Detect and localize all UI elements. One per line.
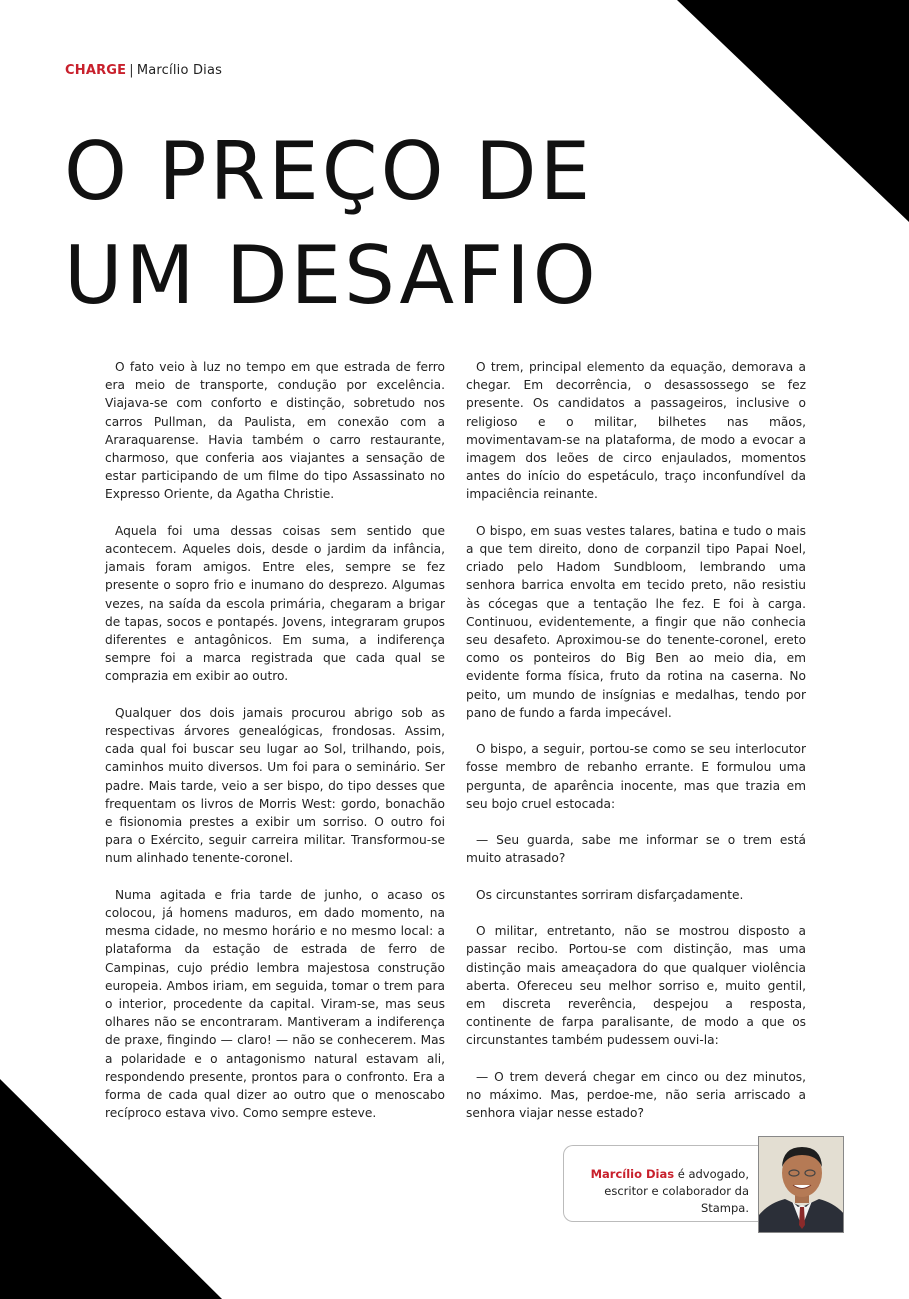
header-separator: | [129,63,134,78]
paragraph: O bispo, em suas vestes talares, batina e tudo o mais a que tem direito, dono de corpanzil tipo Papai Noel, criado pelo Hadom Sundbloom, lembrando uma senhora barrica envolta em tecido preto, não resistiu às cócegas que a tentação lhe fez. E foi à carga. Continuou, evidentemente, a fingir que não conhecia seu desafeto. Aproximou-se do tenente-coronel, ereto como os ponteiros do Big Ben ao meio dia, em evidente forma física, fruto da rotina na caserna. No peito, um mundo de insígnias e medalhas, tendo por pano de fundo a farda impecável. [466,523,806,720]
top-right-corner-triangle [677,0,909,222]
paragraph: O fato veio à luz no tempo em que estrada de ferro era meio de transporte, condução por excelência. Viajava-se com conforto e distinção, sobretudo nos carros Pullman, da Paulista, em conexão com a Araraquarense. Havia também o carro restaurante, charmoso, que conferia aos viajantes a sensação de estar participando de um filme do tipo Assassinato no Expresso Oriente, da Agatha Christie. [105,360,445,502]
paragraph: Os circunstantes sorriram disfarçadamente. [476,887,744,902]
author-bio-box [563,1145,761,1222]
dialogue-line: — O trem deverá chegar em cinco ou dez minutos, no máximo. Mas, perdoe-me, não seria arriscado a senhora viajar nesse estado? [466,1069,806,1121]
author-bio-line2: escritor e colaborador da Stampa. [604,1184,749,1215]
left-text-column [105,358,445,1141]
author-bio-text [569,1166,749,1217]
paragraph: Qualquer dos dois jamais procurou abrigo sob as respectivas árvores genealógicas, frondosas. Assim, cada qual foi buscar seu lugar ao Sol, trilhando, pois, caminhos muito diversos. Um foi para o seminário. Ser padre. Mais tarde, veio a ser bispo, do tipo desses que frequentam os livros de Morris West: gordo, bonachão e fisionomia prestes a exibir um sorriso. O outro foi para o Exército, seguir carreira militar. Transformou-se num alinhado tenente-coronel. [105,705,445,866]
right-text-column [466,358,806,1141]
author-photo [758,1136,844,1233]
header-author: Marcílio Dias [136,63,223,78]
title-line-2: UM DESAFIO [64,229,599,322]
paragraph: Aquela foi uma dessas coisas sem sentido que acontecem. Aqueles dois, desde o jardim da infância, jamais foram amigos. Entre eles, sempre se fez presente o sopro frio e inumano do desprezo. Algumas vezes, na saída da escola primária, chegaram a brigar de tapas, socos e pontapés. Jovens, integraram grupos diferentes e antagônicos. Em suma, a indiferença sempre foi a marca registrada que cada qual se comprazia em exibir ao outro. [105,523,445,684]
paragraph: O trem, principal elemento da equação, demorava a chegar. Em decorrência, o desassossego se fez presente. Os candidatos a passageiros, inclusive o religioso e o militar, bilhetes nas mãos, movimentavam-se na plataforma, de modo a evocar a imagem dos leões de circo enjaulados, momentos antes do início do espetáculo, traço inconfundível da impaciência reinante. [466,360,806,502]
paragraph: Numa agitada e fria tarde de junho, o acaso os colocou, já homens maduros, em dado momento, na mesma cidade, no mesmo horário e no mesmo local: a plataforma da estação de estrada de ferro de Campinas, cujo prédio lembra majestosa construção europeia. Ambos iriam, em seguida, tomar o trem para o interior, procedente da capital. Viram-se, mas seus olhares não se encontraram. Mantiveram a indiferença de praxe, fingindo — claro! — não se conhecerem. Mas a polaridade e o antagonismo natural estavam ali, respondendo presente, prontos para o confronto. Era a forma de cada qual dizer ao outro que o menoscabo recíproco estava vivo. Como sempre esteve. [105,887,445,1121]
author-name: Marcílio Dias [590,1167,675,1181]
paragraph: O bispo, a seguir, portou-se como se seu interlocutor fosse membro de rebanho errante. E formulou uma pergunta, de aparência inocente, mas que trazia em seu bojo cruel estocada: [466,742,806,811]
title-line-1: O PREÇO DE [64,125,594,218]
paragraph: O militar, entretanto, não se mostrou disposto a passar recibo. Portou-se com distinção, mas uma distinção mais ameaçadora do que qualquer violência aberta. Ofereceu seu melhor sorriso e, muito gentil, em discreta reverência, despejou a resposta, continente de farpa paralisante, de modo a que os circunstantes também pudessem ouvi-la: [466,924,806,1048]
section-label: CHARGE [65,63,127,78]
article-title [64,120,599,328]
author-bio-line1: é advogado, [674,1167,749,1181]
section-header [65,63,222,78]
dialogue-line: — Seu guarda, sabe me informar se o trem está muito atrasado? [466,833,806,866]
author-portrait-image [759,1137,844,1233]
